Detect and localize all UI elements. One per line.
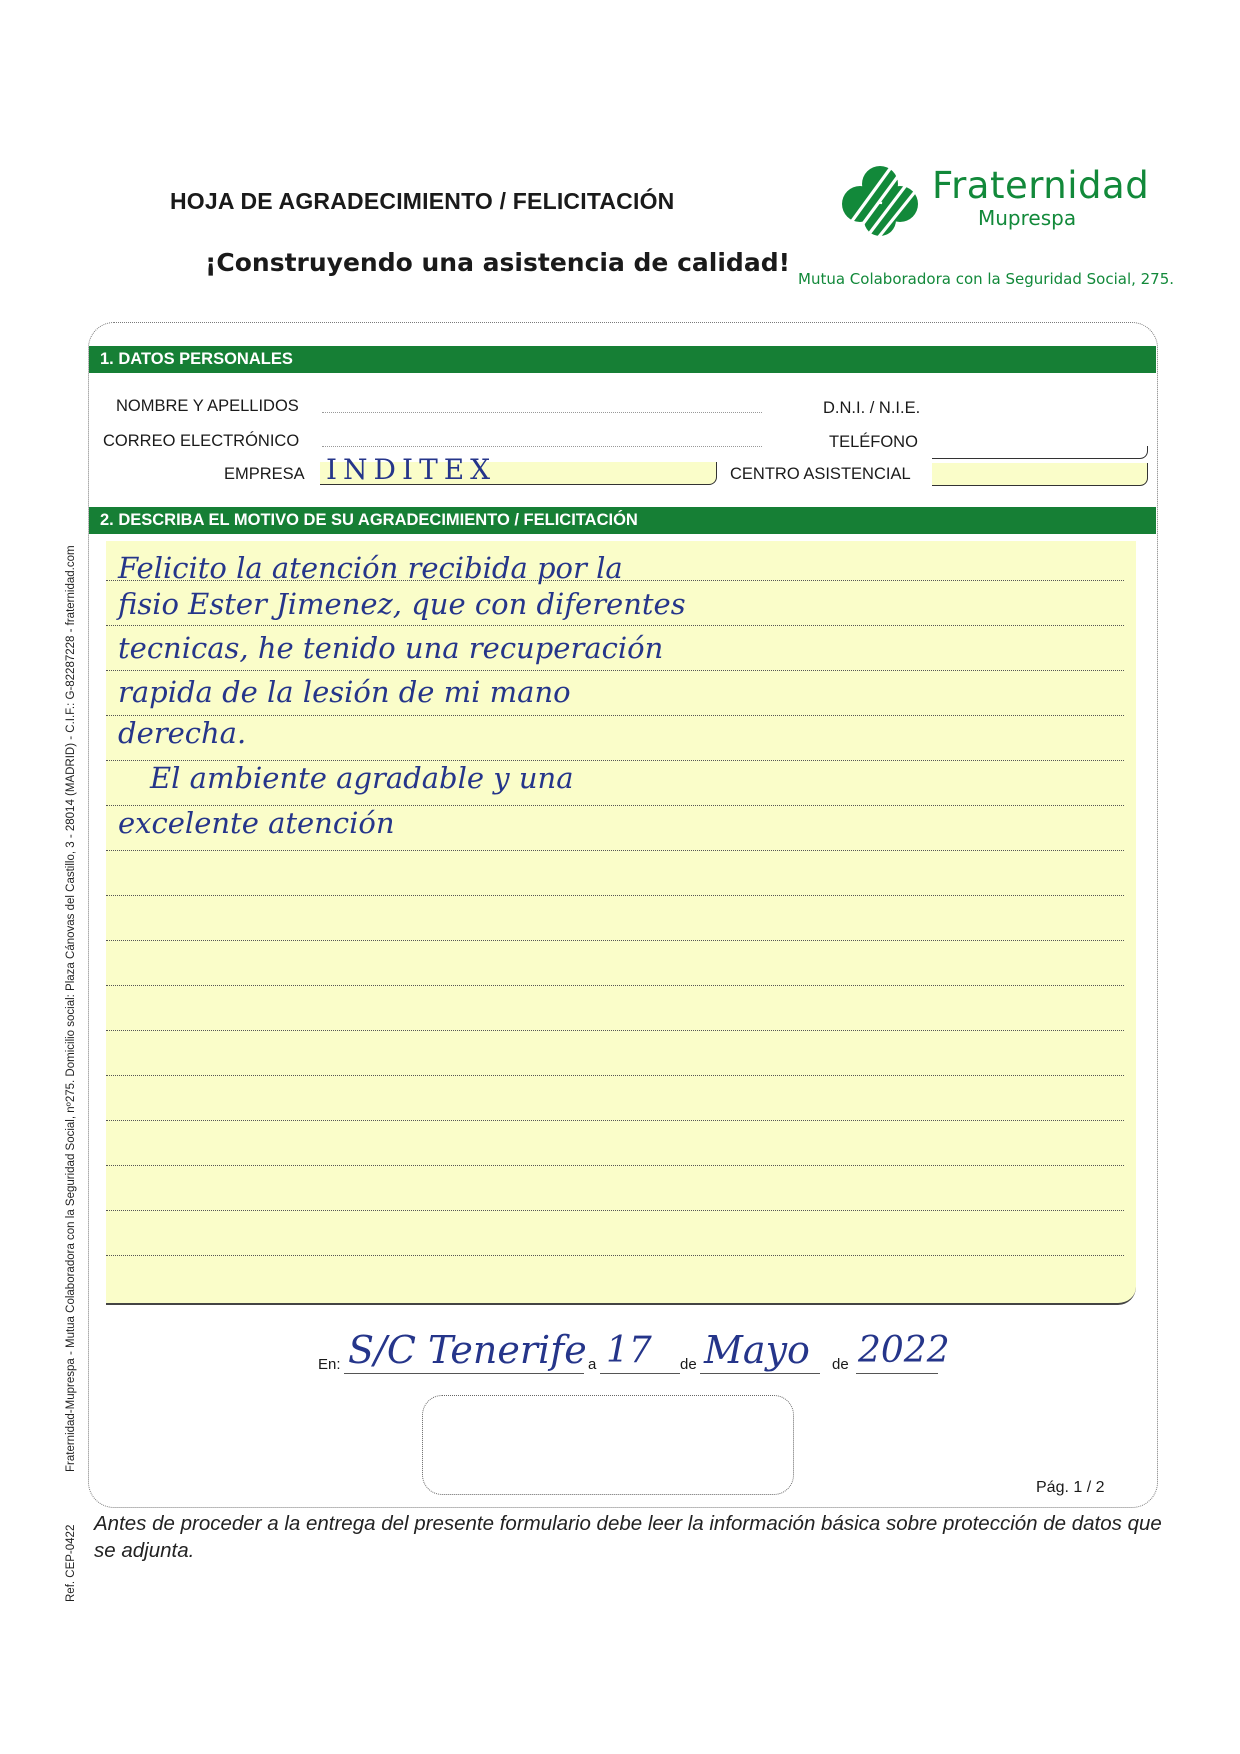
mutua-line: Mutua Colaboradora con la Seguridad Social, 275. xyxy=(798,270,1175,288)
empresa-label: EMPRESA xyxy=(224,465,305,483)
handwritten-line: fisio Ester Jimenez, que con diferentes xyxy=(118,587,686,621)
day-field[interactable] xyxy=(600,1373,680,1374)
ruled-line xyxy=(106,850,1124,851)
centro-field[interactable] xyxy=(932,463,1148,486)
ruled-line xyxy=(106,940,1124,941)
handwritten-line: excelente atención xyxy=(118,806,395,840)
nombre-field[interactable] xyxy=(322,412,762,413)
handwritten-line: tecnicas, he tenido una recuperación xyxy=(118,631,664,665)
correo-field[interactable] xyxy=(322,446,762,447)
ruled-line xyxy=(106,1165,1124,1166)
month-value: Mayo xyxy=(704,1328,810,1372)
logo-name: Fraternidad xyxy=(932,164,1150,207)
ruled-line xyxy=(106,1255,1124,1256)
centro-label: CENTRO ASISTENCIAL xyxy=(730,465,911,483)
signature-box[interactable] xyxy=(422,1395,794,1495)
place-value: S/C Tenerife xyxy=(348,1328,587,1372)
handwritten-line: derecha. xyxy=(118,716,247,750)
empresa-value: INDITEX xyxy=(326,453,497,486)
ruled-line xyxy=(106,1030,1124,1031)
ruled-line xyxy=(106,895,1124,896)
day-value: 17 xyxy=(606,1330,652,1371)
handwritten-line: El ambiente agradable y una xyxy=(150,761,574,795)
nombre-label: NOMBRE Y APELLIDOS xyxy=(116,397,299,415)
year-field[interactable] xyxy=(856,1373,938,1374)
form-subtitle: ¡Construyendo una asistencia de calidad! xyxy=(205,248,790,277)
date-en-label: En: xyxy=(318,1356,341,1373)
ruled-line xyxy=(106,985,1124,986)
month-field[interactable] xyxy=(700,1373,820,1374)
date-a-label: a xyxy=(588,1356,597,1373)
reference-code: Ref. CEP-0422 xyxy=(65,1524,77,1602)
section-reason-header: 2. DESCRIBA EL MOTIVO DE SU AGRADECIMIENTO / FELICITACIÓN xyxy=(89,507,1156,534)
telefono-field[interactable] xyxy=(932,446,1148,459)
handwritten-line: rapida de la lesión de mi mano xyxy=(118,675,571,709)
ruled-line xyxy=(106,1075,1124,1076)
page-number: Pág. 1 / 2 xyxy=(1036,1479,1105,1496)
dni-label: D.N.I. / N.I.E. xyxy=(823,399,921,417)
ruled-line xyxy=(106,1210,1124,1211)
logo-subname: Muprespa xyxy=(978,206,1077,230)
privacy-note: Antes de proceder a la entrega del presente formulario debe leer la información básica sobre protección de datos que se adjunta. xyxy=(94,1512,1162,1562)
legal-side-text: Fraternidad-Muprespa - Mutua Colaboradora con la Seguridad Social, nº275. Domicilio social: Plaza Cánovas del Castillo, 3 - 28014 (MADRID) - C.I.F.: G-82287228 - fraternidad.com xyxy=(65,545,77,1472)
handwritten-line: Felicito la atención recibida por la xyxy=(118,551,623,585)
fraternidad-logo-icon xyxy=(830,162,930,238)
dni-field-redacted[interactable] xyxy=(922,373,1150,409)
form-title: HOJA DE AGRADECIMIENTO / FELICITACIÓN xyxy=(170,188,675,214)
correo-label: CORREO ELECTRÓNICO xyxy=(103,432,300,450)
place-field[interactable] xyxy=(344,1373,584,1374)
ruled-line xyxy=(106,1120,1124,1121)
year-value: 2022 xyxy=(858,1330,950,1371)
date-de-label-1: de xyxy=(680,1356,697,1373)
date-de-label-2: de xyxy=(832,1356,849,1373)
section-personal-data-header: 1. DATOS PERSONALES xyxy=(89,346,1156,373)
telefono-label: TELÉFONO xyxy=(829,433,918,451)
